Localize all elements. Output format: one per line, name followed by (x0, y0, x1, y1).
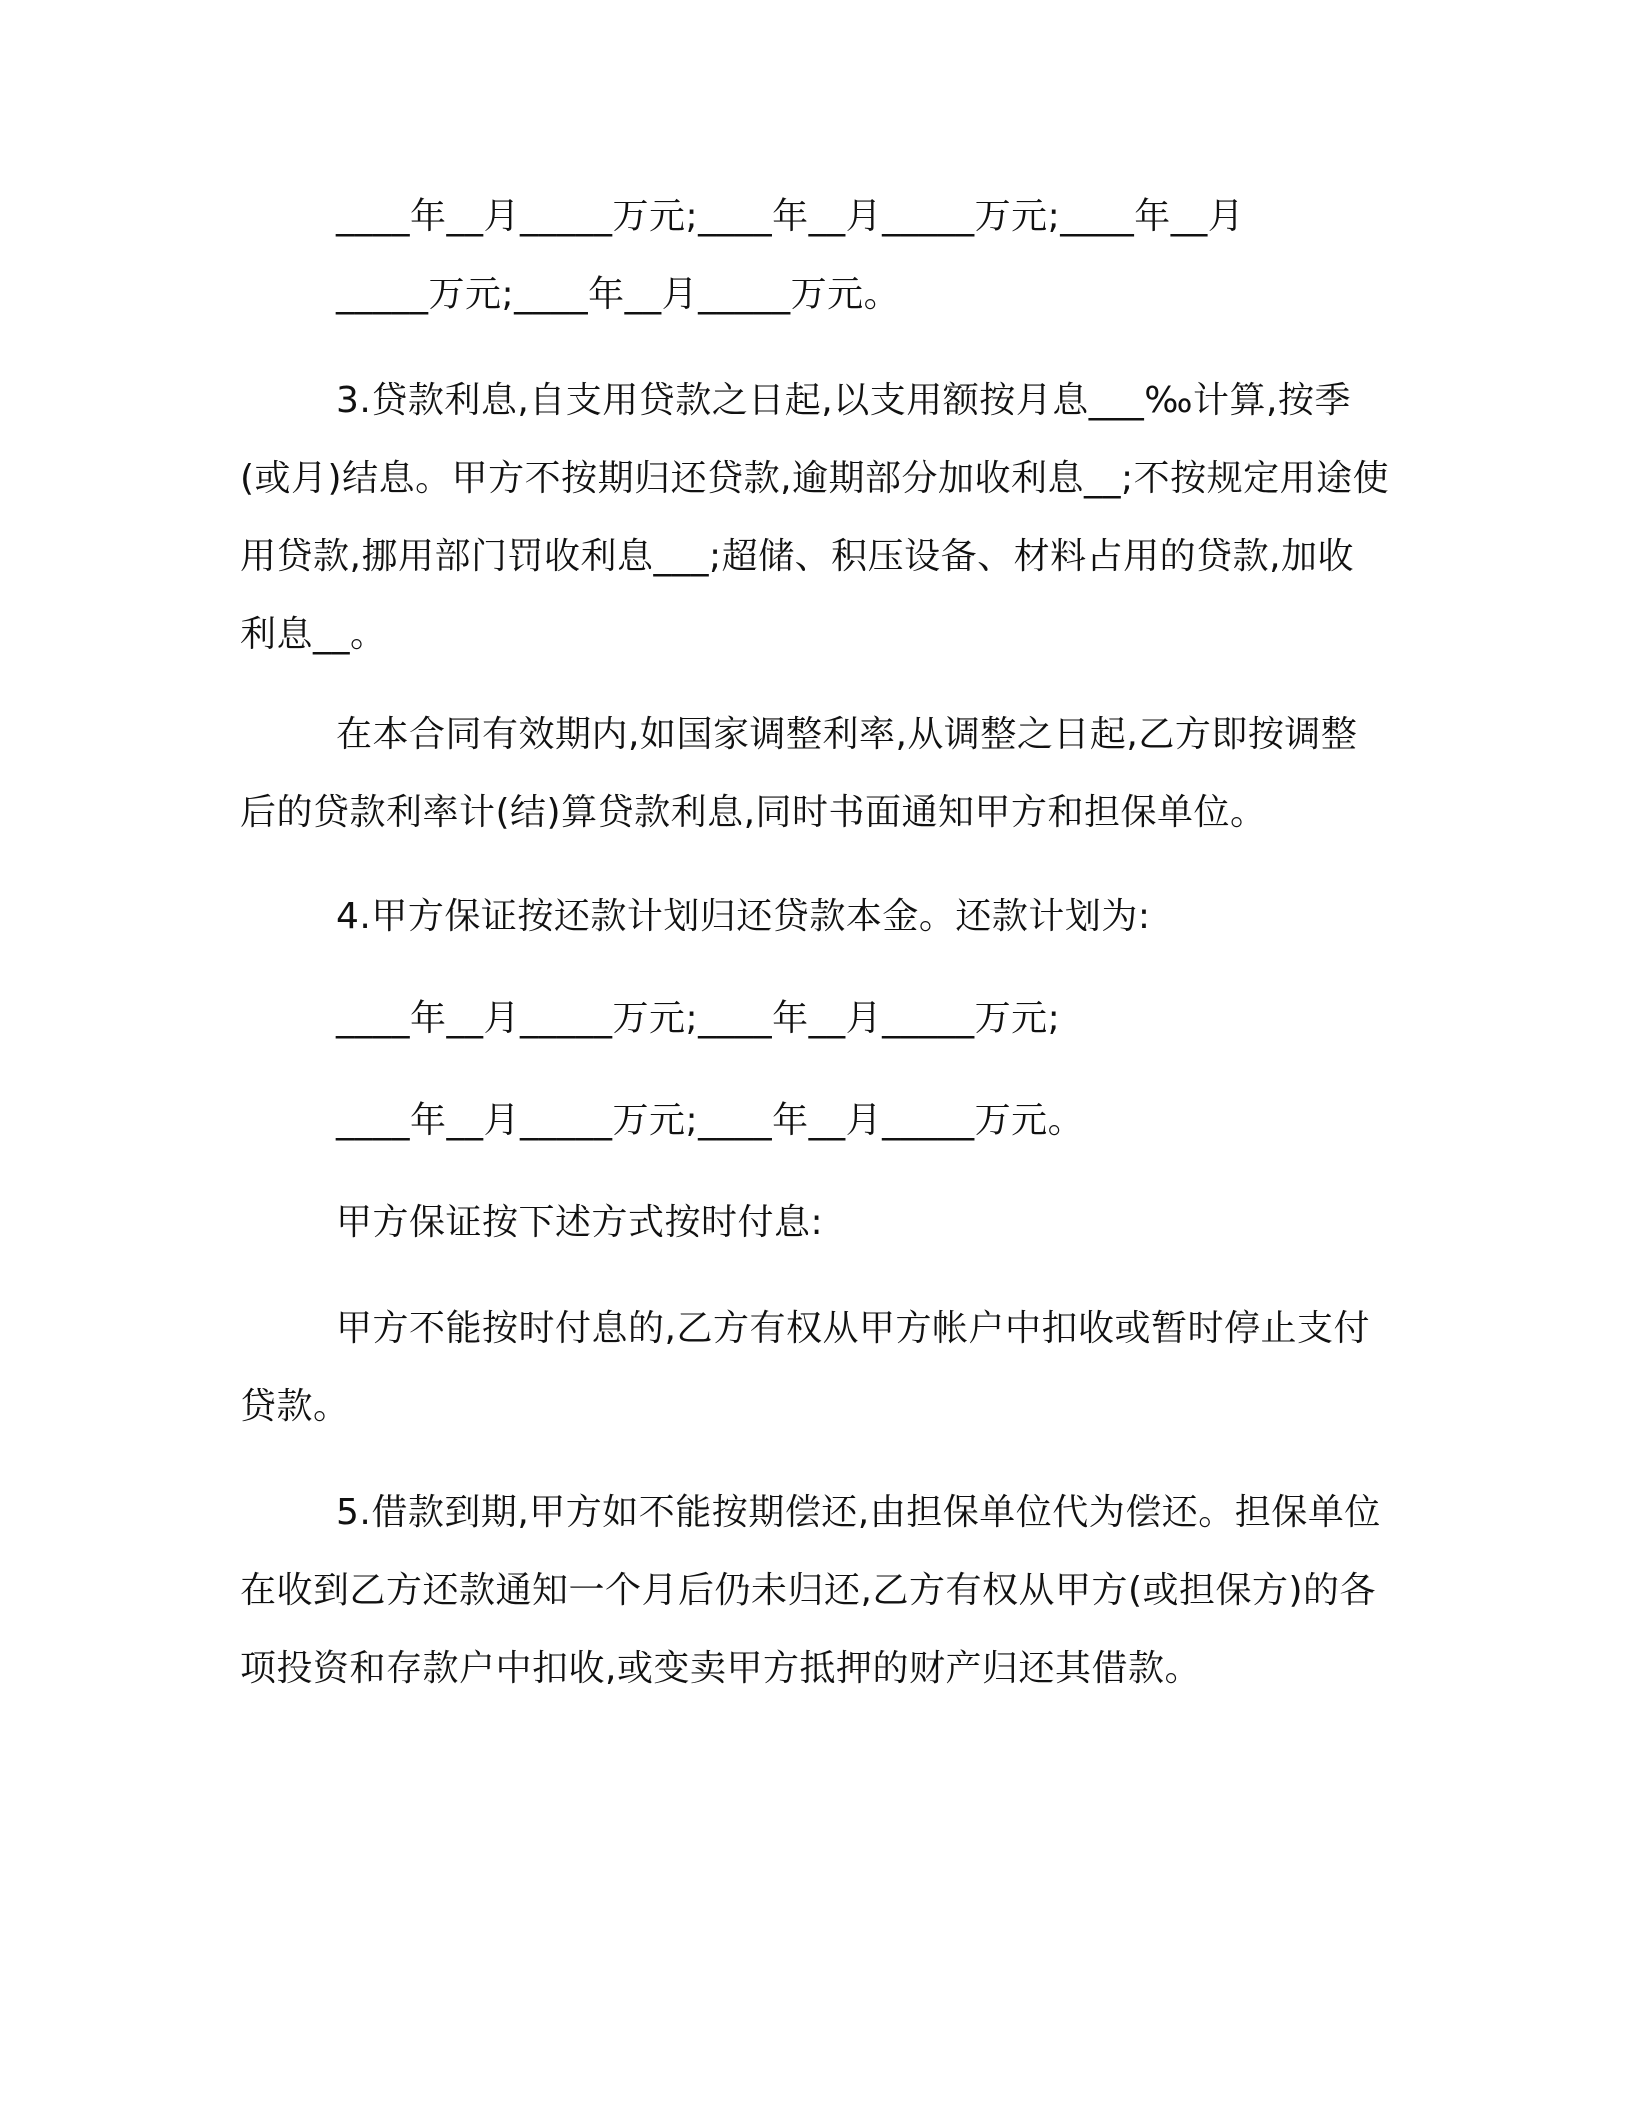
interest-payment-method-paragraph: 甲方保证按下述方式按时付息: (336, 1202, 824, 1243)
clause-4-repayment-plan-paragraph: 4.甲方保证按还款计划归还贷款本金。还款计划为: (336, 896, 1151, 937)
repayment-schedule-line-1: ____年__月_____万元;____年__月_____万元; (336, 998, 1061, 1039)
interest-default-paragraph: 甲方不能按时付息的,乙方有权从甲方帐户中扣收或暂时停止支付贷款。 (240, 1308, 1370, 1427)
repayment-schedule-paragraph: ____年__月_____万元;____年__月_____万元;____年__月 _____万元;____年__月_____万元。 (336, 196, 1245, 315)
repayment-schedule-line-2: ____年__月_____万元;____年__月_____万元。 (336, 1100, 1085, 1141)
rate-adjustment-paragraph: 在本合同有效期内,如国家调整利率,从调整之日起,乙方即按调整后的贷款利率计(结)算贷款利息,同时书面通知甲方和担保单位。 (240, 714, 1358, 833)
clause-3-interest-paragraph: 3.贷款利息,自支用贷款之日起,以支用额按月息___‰计算,按季(或月)结息。甲方不按期归还贷款,逾期部分加收利息__;不按规定用途使用贷款,挪用部门罚收利息___;超储、积压设备、材料占用的贷款,加收利息__。 (240, 380, 1390, 655)
clause-5-guarantee-paragraph: 5.借款到期,甲方如不能按期偿还,由担保单位代为偿还。担保单位在收到乙方还款通知一个月后仍未归还,乙方有权从甲方(或担保方)的各项投资和存款户中扣收,或变卖甲方抵押的财产归还其借款。 (240, 1492, 1381, 1689)
